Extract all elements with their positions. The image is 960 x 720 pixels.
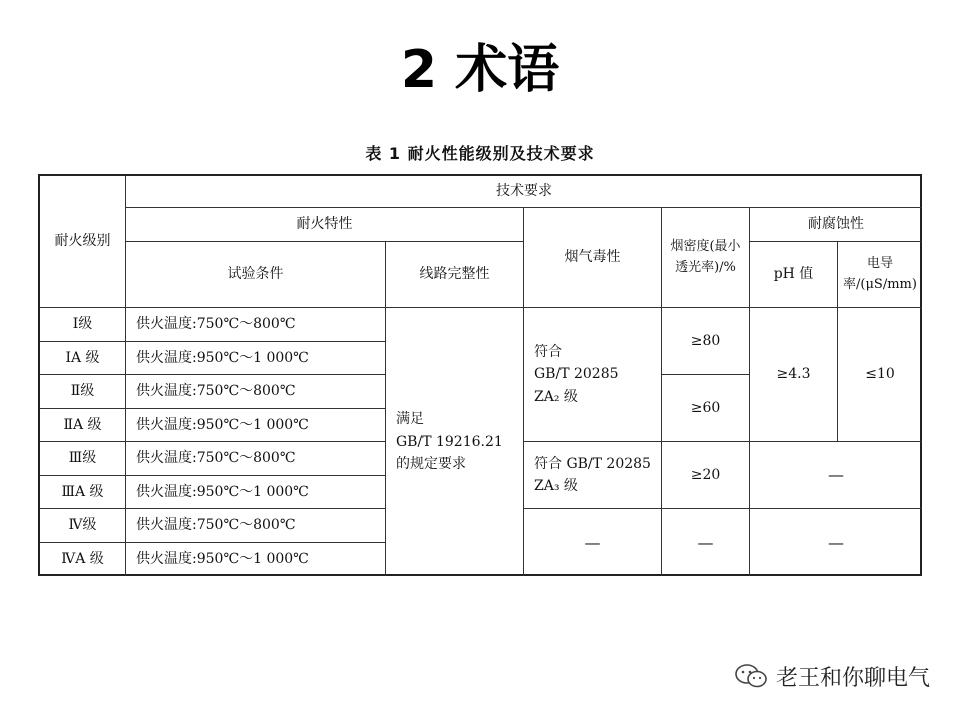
wechat-icon — [734, 662, 768, 690]
header-ph-value: pH 值 — [750, 242, 838, 308]
level-cell: Ⅰ级 — [40, 308, 126, 342]
header-test-conditions: 试验条件 — [126, 242, 386, 308]
watermark-text: 老王和你聊电气 — [775, 665, 930, 691]
smoke-density-80: ≥80 — [662, 308, 750, 375]
header-level: 耐火级别 — [40, 176, 126, 308]
level-cell: Ⅳ级 — [40, 509, 126, 543]
header-conductivity: 电导率/(μS/mm) — [838, 242, 922, 308]
level-cell: ⅣA 级 — [40, 543, 126, 577]
header-tech-requirements: 技术要求 — [126, 176, 922, 208]
level-cell: Ⅱ级 — [40, 375, 126, 409]
corrosion-none-cell: — — [750, 442, 922, 509]
watermark — [734, 660, 930, 692]
header-fire-characteristics: 耐火特性 — [126, 208, 524, 242]
header-corrosion-resistance: 耐腐蚀性 — [750, 208, 922, 242]
fire-resistance-table — [38, 174, 922, 576]
test-condition-cell: 供火温度:750℃～800℃ — [126, 509, 386, 543]
header-smoke-toxicity: 烟气毒性 — [524, 208, 662, 308]
test-condition-cell: 供火温度:950℃～1 000℃ — [126, 342, 386, 376]
circuit-integrity-value: 满足 GB/T 19216.21 的规定要求 — [386, 308, 524, 576]
level-cell: ⅢA 级 — [40, 476, 126, 510]
conductivity-value-cell: ≤10 — [838, 308, 922, 442]
smoke-density-20: ≥20 — [662, 442, 750, 509]
test-condition-cell: 供火温度:950℃～1 000℃ — [126, 409, 386, 443]
test-condition-cell: 供火温度:950℃～1 000℃ — [126, 476, 386, 510]
header-smoke-density: 烟密度(最小透光率)/% — [662, 208, 750, 308]
test-condition-cell: 供火温度:950℃～1 000℃ — [126, 543, 386, 577]
header-circuit-integrity: 线路完整性 — [386, 242, 524, 308]
smoke-toxicity-none: — — [524, 509, 662, 576]
ph-value-cell: ≥4.3 — [750, 308, 838, 442]
test-condition-cell: 供火温度:750℃～800℃ — [126, 375, 386, 409]
level-cell: Ⅲ级 — [40, 442, 126, 476]
test-condition-cell: 供火温度:750℃～800℃ — [126, 308, 386, 342]
smoke-toxicity-za3: 符合 GB/T 20285 ZA₃ 级 — [524, 442, 662, 509]
smoke-toxicity-za2: 符合 GB/T 20285 ZA₂ 级 — [524, 308, 662, 442]
level-cell: ⅡA 级 — [40, 409, 126, 443]
test-condition-cell: 供火温度:750℃～800℃ — [126, 442, 386, 476]
slide-title: 2 术语 — [400, 40, 560, 100]
smoke-density-none: — — [662, 509, 750, 576]
level-cell: ⅠA 级 — [40, 342, 126, 376]
corrosion-none-cell: — — [828, 532, 844, 552]
table-caption: 表 1 耐火性能级别及技术要求 — [365, 144, 595, 163]
smoke-density-60: ≥60 — [662, 375, 750, 442]
